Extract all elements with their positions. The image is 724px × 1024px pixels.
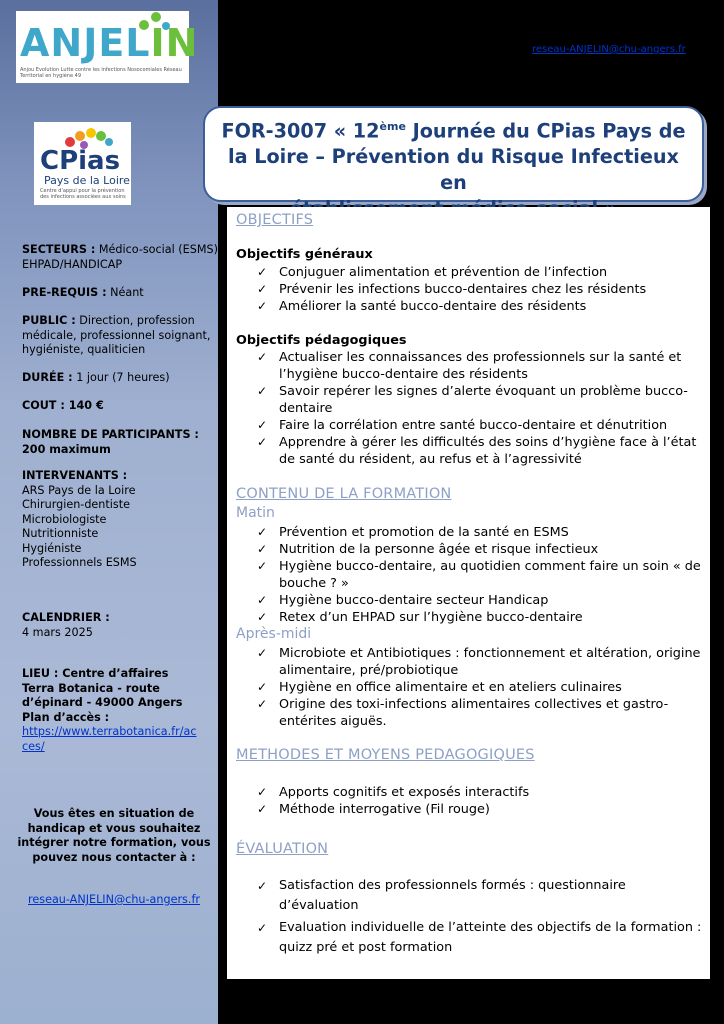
content-panel <box>227 207 710 979</box>
matin-heading: Matin <box>236 505 275 521</box>
list-item: ✓ Microbiote et Antibiotiques : fonctionnement et altération, origine alimentaire, pré/probiotique <box>257 645 705 679</box>
sidebar-prerequis: PRE-REQUIS : Néant <box>22 286 144 299</box>
list-item: ✓ Conjuguer alimentation et prévention de l’infection <box>257 264 705 281</box>
cpias-logo <box>34 122 131 205</box>
list-item: ✓ Prévention et promotion de la santé en ESMS <box>257 524 705 541</box>
list-item: ✓ Nutrition de la personne âgée et risque infectieux <box>257 541 705 558</box>
generaux-list <box>257 264 705 315</box>
list-item: ✓ Savoir repérer les signes d’alerte évoquant un problème bucco-dentaire <box>257 383 705 417</box>
pedago-heading: Objectifs pédagogiques <box>236 333 407 348</box>
sidebar-secteurs: SECTEURS : Médico-social (ESMS) EHPAD/HANDICAP <box>22 243 218 271</box>
anjelin-tagline: Anjou Evolution Lutte contre les infections Nosocomiales Réseau Territorial en hygiène 49 <box>20 67 182 79</box>
list-item: ✓ Hygiène bucco-dentaire, au quotidien comment faire un soin « de bouche ? » <box>257 558 705 592</box>
contenu-heading: CONTENU DE LA FORMATION <box>236 486 452 502</box>
generaux-heading: Objectifs généraux <box>236 247 373 262</box>
objectifs-heading: OBJECTIFS <box>236 212 314 228</box>
matin-list <box>257 524 705 626</box>
cpias-region: Pays de la Loire <box>44 174 130 187</box>
list-item: ✓ Retex d’un EHPAD sur l’hygiène bucco-dentaire <box>257 609 705 626</box>
list-item: ✓ Apports cognitifs et exposés interactifs <box>257 784 705 801</box>
list-item: ✓ Hygiène bucco-dentaire secteur Handicap <box>257 592 705 609</box>
header-email-link[interactable]: reseau-ANJELIN@chu-angers.fr <box>532 44 686 55</box>
evaluation-list <box>257 876 705 960</box>
anjelin-brand-accent: IN <box>150 21 199 65</box>
page-title: FOR-3007 « 12ème Journée du CPias Pays de la Loire – Prévention du Risque Infectieux en <box>221 119 686 195</box>
apresmidi-heading: Après-midi <box>236 626 312 642</box>
sidebar-intervenants: INTERVENANTS : ARS Pays de la Loire Chirurgien-dentiste Microbiologiste Nutritionniste Hygiéniste Professionnels ESMS <box>22 469 137 569</box>
anjelin-logo <box>16 11 199 83</box>
sidebar-duree: DURÉE : 1 jour (7 heures) <box>22 371 170 384</box>
list-item: ✓ Améliorer la santé bucco-dentaire des résidents <box>257 298 705 315</box>
anjelin-brand: ANJEL <box>20 21 151 65</box>
sidebar-lieu: LIEU : Centre d’affaires Terra Botanica - route d’épinard - 49000 Angers Plan d’accès : https://www.terrabotanica.fr/acces/ <box>22 667 197 753</box>
sidebar-participants: NOMBRE DE PARTICIPANTS : 200 maximum <box>22 428 199 456</box>
list-item: ✓ Hygiène en office alimentaire et en ateliers culinaires <box>257 679 705 696</box>
title-box <box>203 106 704 202</box>
methodes-list <box>257 784 705 818</box>
cpias-tagline: Centre d'appui pour la prévention des infections associées aux soins <box>40 188 126 200</box>
sidebar-calendrier: CALENDRIER : 4 mars 2025 <box>22 611 110 639</box>
plan-acces-link[interactable]: https://www.terrabotanica.fr/acces/ <box>22 725 197 753</box>
list-item: ✓ Prévenir les infections bucco-dentaires chez les résidents <box>257 281 705 298</box>
list-item: ✓ Evaluation individuelle de l’atteinte des objectifs de la formation : quizz pré et post formation <box>257 918 705 958</box>
sidebar-cout: COUT : 140 € <box>22 399 104 412</box>
list-item: ✓ Apprendre à gérer les difficultés des soins d’hygiène face à l’état de santé du résident, au refus et à l’agressivité <box>257 434 705 468</box>
evaluation-heading: ÉVALUATION <box>236 841 329 857</box>
cpias-brand: CPias <box>40 146 121 176</box>
pedago-list <box>257 349 705 468</box>
contact-email-link[interactable]: reseau-ANJELIN@chu-angers.fr <box>28 893 200 906</box>
list-item: ✓ Actualiser les connaissances des professionnels sur la santé et l’hygiène bucco-dentaire des résidents <box>257 349 705 383</box>
apresmidi-list <box>257 645 705 730</box>
sidebar-handicap-text: Vous êtes en situation de handicap et vous souhaitez intégrer notre formation, vous pouvez nous contacter à : <box>17 807 211 864</box>
list-item: ✓ Méthode interrogative (Fil rouge) <box>257 801 705 818</box>
list-item: ✓ Faire la corrélation entre santé bucco-dentaire et dénutrition <box>257 417 705 434</box>
list-item: ✓ Satisfaction des professionnels formés : questionnaire d’évaluation <box>257 876 705 916</box>
list-item: ✓ Origine des toxi-infections alimentaires collectives et gastro-entérites aiguës. <box>257 696 705 730</box>
sidebar-public: PUBLIC : Direction, profession médicale, professionnel soignant, hygiéniste, qualiticien <box>22 314 211 356</box>
methodes-heading: METHODES ET MOYENS PEDAGOGIQUES <box>236 747 535 763</box>
